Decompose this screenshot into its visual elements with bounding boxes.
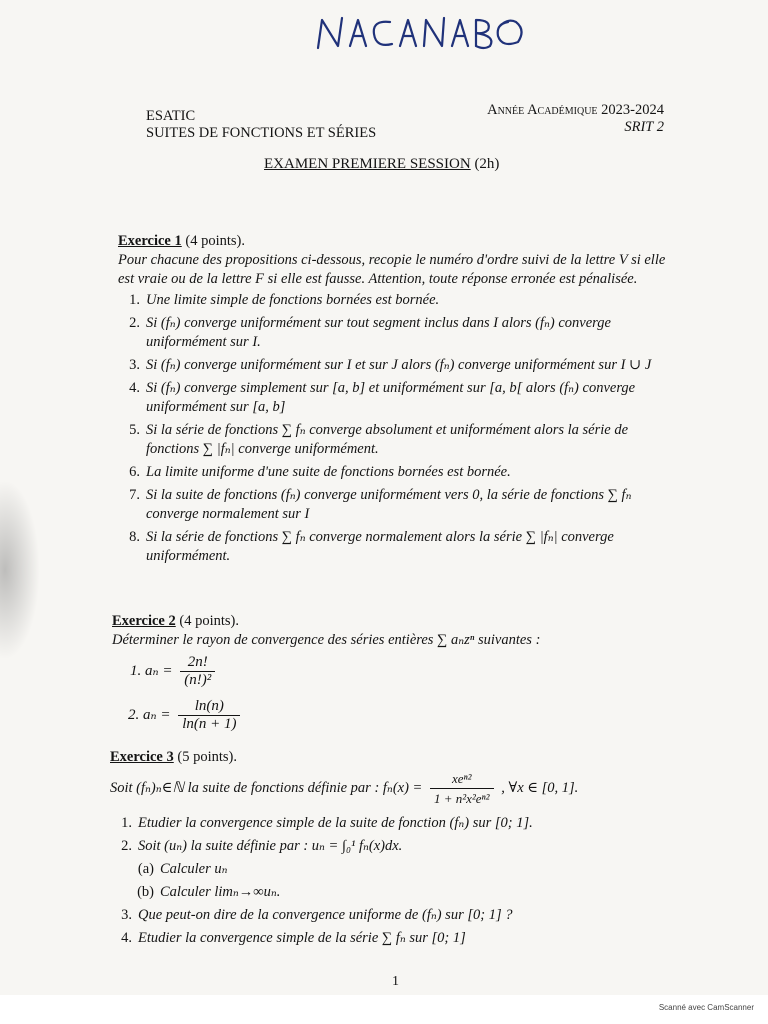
header-right <box>487 102 664 136</box>
list-item <box>110 860 670 879</box>
list-item <box>118 463 670 482</box>
formula-2: 2. aₙ = $\frac{\ln(n)}{\ln(n + 1)}$ <box>128 698 244 733</box>
item-number: 7. <box>129 487 140 503</box>
item-number: (b) <box>137 884 154 900</box>
list-item <box>118 314 670 352</box>
exercise-3-intro: Soit (fₙ)ₙ∈ℕ la suite de fonctions définie par : fₙ(x) = $\frac{\text{xeⁿ²}}{\text{1 + n²x²eⁿ²}}$ , ∀x ∈ [0, 1]. <box>110 771 579 806</box>
exercise-2-title: Exercice 2 (4 points). <box>112 613 239 629</box>
exercise-1-title: Exercice 1 (4 points). <box>118 233 245 249</box>
exercise-3-list <box>110 814 670 948</box>
exercise-1-list <box>118 291 670 566</box>
item-number: 6. <box>129 464 140 480</box>
exercise-2-intro: Déterminer le rayon de convergence des séries entières ∑ aₙzⁿ suivantes : <box>112 632 541 648</box>
exam-title <box>264 156 499 173</box>
page-shadow <box>0 480 40 660</box>
item-number: 5. <box>129 422 140 438</box>
list-item <box>118 379 670 417</box>
item-text: Calculer limₙ→∞uₙ. <box>160 884 281 900</box>
exercise-3-title: Exercice 3 (5 points). <box>110 749 237 765</box>
exercise-1 <box>118 232 670 570</box>
list-item <box>118 356 670 375</box>
exercise-2 <box>112 612 672 650</box>
item-number: 1. <box>121 815 132 831</box>
item-text: Que peut-on dire de la convergence uniforme de (fₙ) sur [0; 1] ? <box>138 907 513 923</box>
list-item <box>118 421 670 459</box>
item-text: Si (fₙ) converge simplement sur [a, b] et uniformément sur [a, b[ alors (fₙ) converge uniformément sur [a, b] <box>146 380 636 415</box>
item-number: 2. <box>129 315 140 331</box>
item-number: 3. <box>129 357 140 373</box>
list-item <box>118 528 670 566</box>
exercise-3-fraction: $\frac{\text{xeⁿ²}}{\text{1 + n²x²eⁿ²}}$ <box>430 769 494 808</box>
item-number: (a) <box>137 861 154 877</box>
exam-title-main: EXAMEN PREMIERE SESSION <box>264 156 471 172</box>
page-number: 1 <box>392 974 399 989</box>
formula-1: 1. aₙ = $\frac{2n!}{\text{(n!)²}}$ <box>130 654 219 689</box>
item-number: 2. <box>121 838 132 854</box>
course-name: SUITES DE FONCTIONS ET SÉRIES <box>146 125 377 141</box>
handwritten-name-signature <box>312 6 532 58</box>
item-text: Si la série de fonctions ∑ fₙ converge normalement alors la série ∑ |fₙ| converge uniformément. <box>146 529 614 564</box>
item-text: Si la série de fonctions ∑ fₙ converge absolument et uniformément alors la série de fonctions ∑ |fₙ| converge uniformément. <box>146 422 629 457</box>
header-left <box>146 108 376 142</box>
list-item <box>110 883 670 902</box>
formula-1-fraction: $\frac{2n!}{\text{(n!)²}}$ <box>180 654 215 689</box>
scanner-footer: Scanné avec CamScanner <box>658 1003 754 1012</box>
list-item <box>110 814 670 833</box>
exam-duration: (2h) <box>474 156 500 172</box>
item-text: Etudier la convergence simple de la série ∑ fₙ sur [0; 1] <box>138 930 466 946</box>
list-item <box>118 291 670 310</box>
class-name: SRIT 2 <box>624 119 664 135</box>
academic-year: Année Académique 2023-2024 <box>487 102 664 118</box>
list-item <box>118 486 670 524</box>
item-number: 4. <box>129 380 140 396</box>
item-text: Si (fₙ) converge uniformément sur tout segment inclus dans I alors (fₙ) converge uniformément sur I. <box>146 315 611 350</box>
item-text: Soit (uₙ) la suite définie par : uₙ = ∫₀¹ fₙ(x)dx. <box>138 838 403 854</box>
item-text: La limite uniforme d'une suite de fonctions bornées est bornée. <box>146 464 511 480</box>
item-number: 3. <box>121 907 132 923</box>
item-text: Calculer uₙ <box>160 861 228 877</box>
item-number: 4. <box>121 930 132 946</box>
item-text: Si la suite de fonctions (fₙ) converge uniformément vers 0, la série de fonctions ∑ fₙ converge normalement sur I <box>146 487 632 522</box>
item-text: Une limite simple de fonctions bornées est bornée. <box>146 292 440 308</box>
item-text: Si (fₙ) converge uniformément sur I et sur J alors (fₙ) converge uniformément sur I ∪ J <box>146 357 652 373</box>
list-item <box>110 929 670 948</box>
formula-2-fraction: $\frac{\ln(n)}{\ln(n + 1)}$ <box>178 698 240 733</box>
exercise-1-intro: Pour chacune des propositions ci-dessous, recopie le numéro d'ordre suivi de la lettre V si elle est vraie ou de la lettre F si elle est fausse. Attention, toute réponse erronée est pénalisée. <box>118 252 666 287</box>
item-text: Etudier la convergence simple de la suite de fonction (fₙ) sur [0; 1]. <box>138 815 533 831</box>
list-item <box>110 837 670 856</box>
list-item <box>110 906 670 925</box>
item-number: 8. <box>129 529 140 545</box>
item-number: 1. <box>129 292 140 308</box>
exercise-3 <box>110 748 670 952</box>
school-name: ESATIC <box>146 108 196 124</box>
